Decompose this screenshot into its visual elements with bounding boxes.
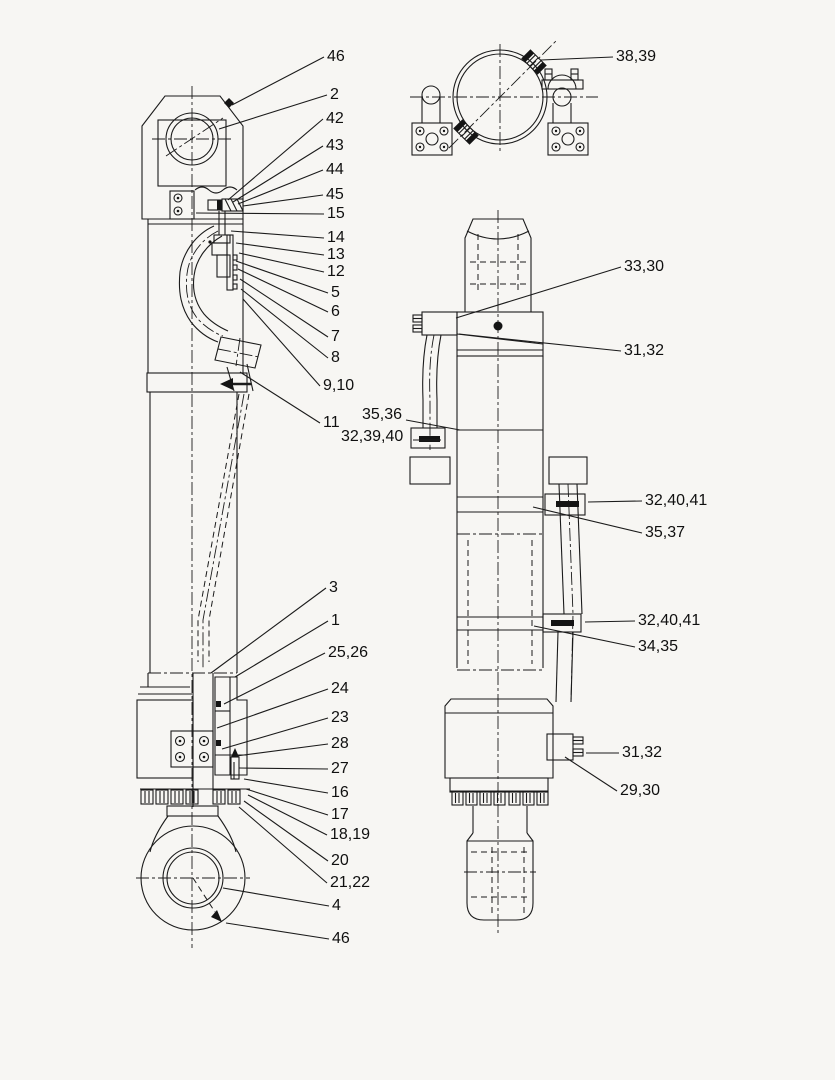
callout-label: 34,35 [638,638,679,655]
callout-label: 12 [327,263,345,280]
leader-line [239,768,328,769]
leader-line [233,146,323,202]
callout-label: 18,19 [330,826,371,843]
callout-label: 28 [331,735,349,752]
leader-line [236,261,328,293]
leader-line [224,653,325,704]
callout-label: 35,37 [645,524,686,541]
leader-line [533,507,642,533]
right-side-view [410,210,587,936]
callout-label: 24 [331,680,349,697]
leader-line [534,626,635,647]
callout-layer [196,48,707,947]
callout-label: 42 [326,110,344,127]
callout-label: 14 [327,229,345,246]
leader-line [222,718,328,749]
callout-label: 31,32 [622,744,663,761]
leader-line [239,807,327,883]
leader-line [238,170,323,204]
leader-line [232,57,324,105]
leader-line [456,267,621,318]
grease-screw [224,98,234,108]
callout-label: 9,10 [323,377,355,394]
callout-label: 8 [331,349,340,366]
leader-line [196,213,324,214]
leader-line [240,372,320,423]
callout-label: 43 [326,137,344,154]
band-clamp-bolt [454,120,478,144]
callout-label: 32,40,41 [645,492,708,509]
callout-label: 35,36 [362,406,403,423]
callout-label: 2 [330,86,339,103]
callout-label: 4 [332,897,341,914]
leader-line [236,744,328,756]
callout-label: 45 [326,186,344,203]
leader-line [228,119,323,200]
callout-label: 3 [329,579,338,596]
leader-line [244,801,328,861]
callout-label: 13 [327,246,345,263]
callout-label: 46 [327,48,345,65]
leader-line [219,95,327,129]
callout-label: 32,40,41 [638,612,701,629]
leader-line [226,923,329,939]
leader-line [238,269,328,312]
gland-bolts [141,790,240,804]
leader-line [240,279,328,337]
callout-label: 46 [332,930,350,947]
leader-line [565,757,617,791]
leader-line [231,231,324,238]
top-clamp-view [410,41,598,155]
callout-label: 11 [323,414,340,431]
leader-line [459,334,621,351]
callout-label: 27 [331,760,349,777]
callout-label: 21,22 [330,874,371,891]
callout-label: 31,32 [624,342,665,359]
leader-line [541,57,613,60]
leader-line [244,779,328,793]
leader-line [585,621,635,622]
callout-label: 6 [331,303,340,320]
callout-label: 38,39 [616,48,657,65]
callout-label: 17 [331,806,349,823]
callout-label: 16 [331,784,349,801]
leader-line [236,243,324,255]
leader-line [241,289,328,358]
leader-line [211,588,326,673]
callout-label: 5 [331,284,340,301]
band-clamp-bolt [522,50,546,74]
callout-label: 32,39,40 [341,428,404,445]
cap-bolts [452,792,548,805]
callout-label: 33,30 [624,258,665,275]
callout-label: 29,30 [620,782,661,799]
leader-line [588,501,642,502]
callout-label: 23 [331,709,349,726]
leader-line [239,253,324,272]
callout-label: 20 [331,852,349,869]
callout-label: 44 [326,161,344,178]
left-side-view [136,86,261,948]
callout-label: 15 [327,205,345,222]
leader-line [235,621,328,677]
leader-line [248,795,327,835]
callout-label: 7 [331,328,340,345]
leader-line [217,689,328,728]
callout-label: 25,26 [328,644,369,661]
callout-label: 1 [331,612,340,629]
